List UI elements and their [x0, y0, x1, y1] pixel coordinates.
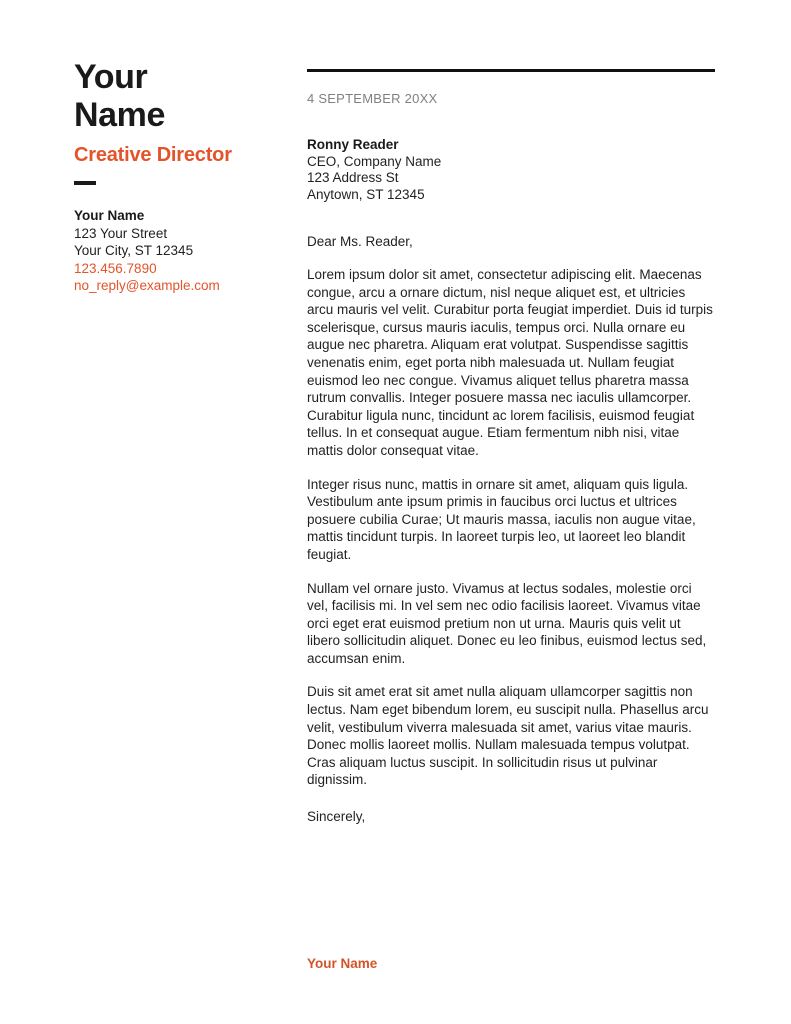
sender-contact-email[interactable]: no_reply@example.com — [74, 278, 220, 293]
sender-contact-name: Your Name — [74, 208, 145, 223]
body-paragraph: Duis sit amet erat sit amet nulla aliquam ullamcorper sagittis non lectus. Nam eget bibendum lorem, eu suscipit nulla. Phasellus arcu velit, vestibulum viverra malesuada sit amet, varius vitae mauris. Donec mollis laoreet mollis. Nullam malesuada tempus volutpat. Cras aliquam luctus suscipit. In sollicitudin risus ut pulvinar dignissim. — [307, 684, 709, 788]
letter-body-column — [307, 58, 715, 972]
recipient-title-company: CEO, Company Name — [307, 153, 442, 169]
closing-salutation: Sincerely, — [307, 809, 366, 825]
letterhead-sidebar — [74, 58, 279, 295]
sender-name — [74, 58, 279, 134]
em-dash-divider-icon — [74, 181, 96, 185]
sender-name-line-2: Name — [74, 96, 166, 134]
recipient-address-block — [307, 137, 715, 203]
sender-contact-street: 123 Your Street — [74, 225, 168, 241]
body-paragraph: Integer risus nunc, mattis in ornare sit amet, aliquam quis ligula. Vestibulum ante ipsum primis in faucibus orci luctus et ultrices posuere cubilia Curae; Ut mauris massa, iaculis non augue vitae, mattis tincidunt turpis. In laoreet turpis leo, ut laoreet leo blandit feugiat. — [307, 476, 696, 562]
sender-contact-block — [74, 207, 279, 295]
recipient-city-state-zip: Anytown, ST 12345 — [307, 186, 425, 202]
sender-contact-city-state-zip: Your City, ST 12345 — [74, 243, 194, 258]
salutation: Dear Ms. Reader, — [307, 234, 413, 249]
recipient-street: 123 Address St — [307, 170, 399, 185]
sender-job-title: Creative Director — [74, 144, 232, 166]
header-divider-rule — [307, 69, 715, 72]
sender-contact-phone[interactable]: 123.456.7890 — [74, 260, 157, 276]
recipient-name: Ronny Reader — [307, 137, 399, 152]
body-paragraph: Nullam vel ornare justo. Vivamus at lectus sodales, molestie orci vel, facilisis mi. In vel sem nec odio facilisis laoreet. Vivamus vitae orci eget erat euismod pretium non ut urna. Mauris quis velit ut libero sollicitudin aliquet. Donec eu leo finibus, euismod lectus sed, accumsan enim. — [307, 580, 707, 666]
sender-name-line-1: Your — [74, 58, 148, 96]
letter-date: 4 SEPTEMBER 20XX — [307, 91, 438, 106]
body-paragraph: Lorem ipsum dolor sit amet, consectetur adipiscing elit. Maecenas congue, arcu a ornare dictum, nisl neque aliquet est, et ultricies arcu mauris vel velit. Curabitur porta feugiat imperdiet. Duis id turpis scelerisque, cursus mauris iaculis, tempus orci. Nulla ornare eu augue nec pharetra. Aliquam erat volutpat. Suspendisse sagittis venenatis enim, eget porta nibh malesuada ut. Nullam feugiat euismod leo nec congue. Vivamus aliquet tellus pharetra massa rutrum convallis. Integer posuere massa nec iaculis ullamcorper. Curabitur ligula nunc, tincidunt ac lorem facilisis, euismod feugiat tellus. In et consequat augue. Etiam fermentum nibh nisi, vitae mattis dolor consequat vitae. — [307, 267, 713, 458]
signature-name: Your Name — [307, 956, 378, 972]
